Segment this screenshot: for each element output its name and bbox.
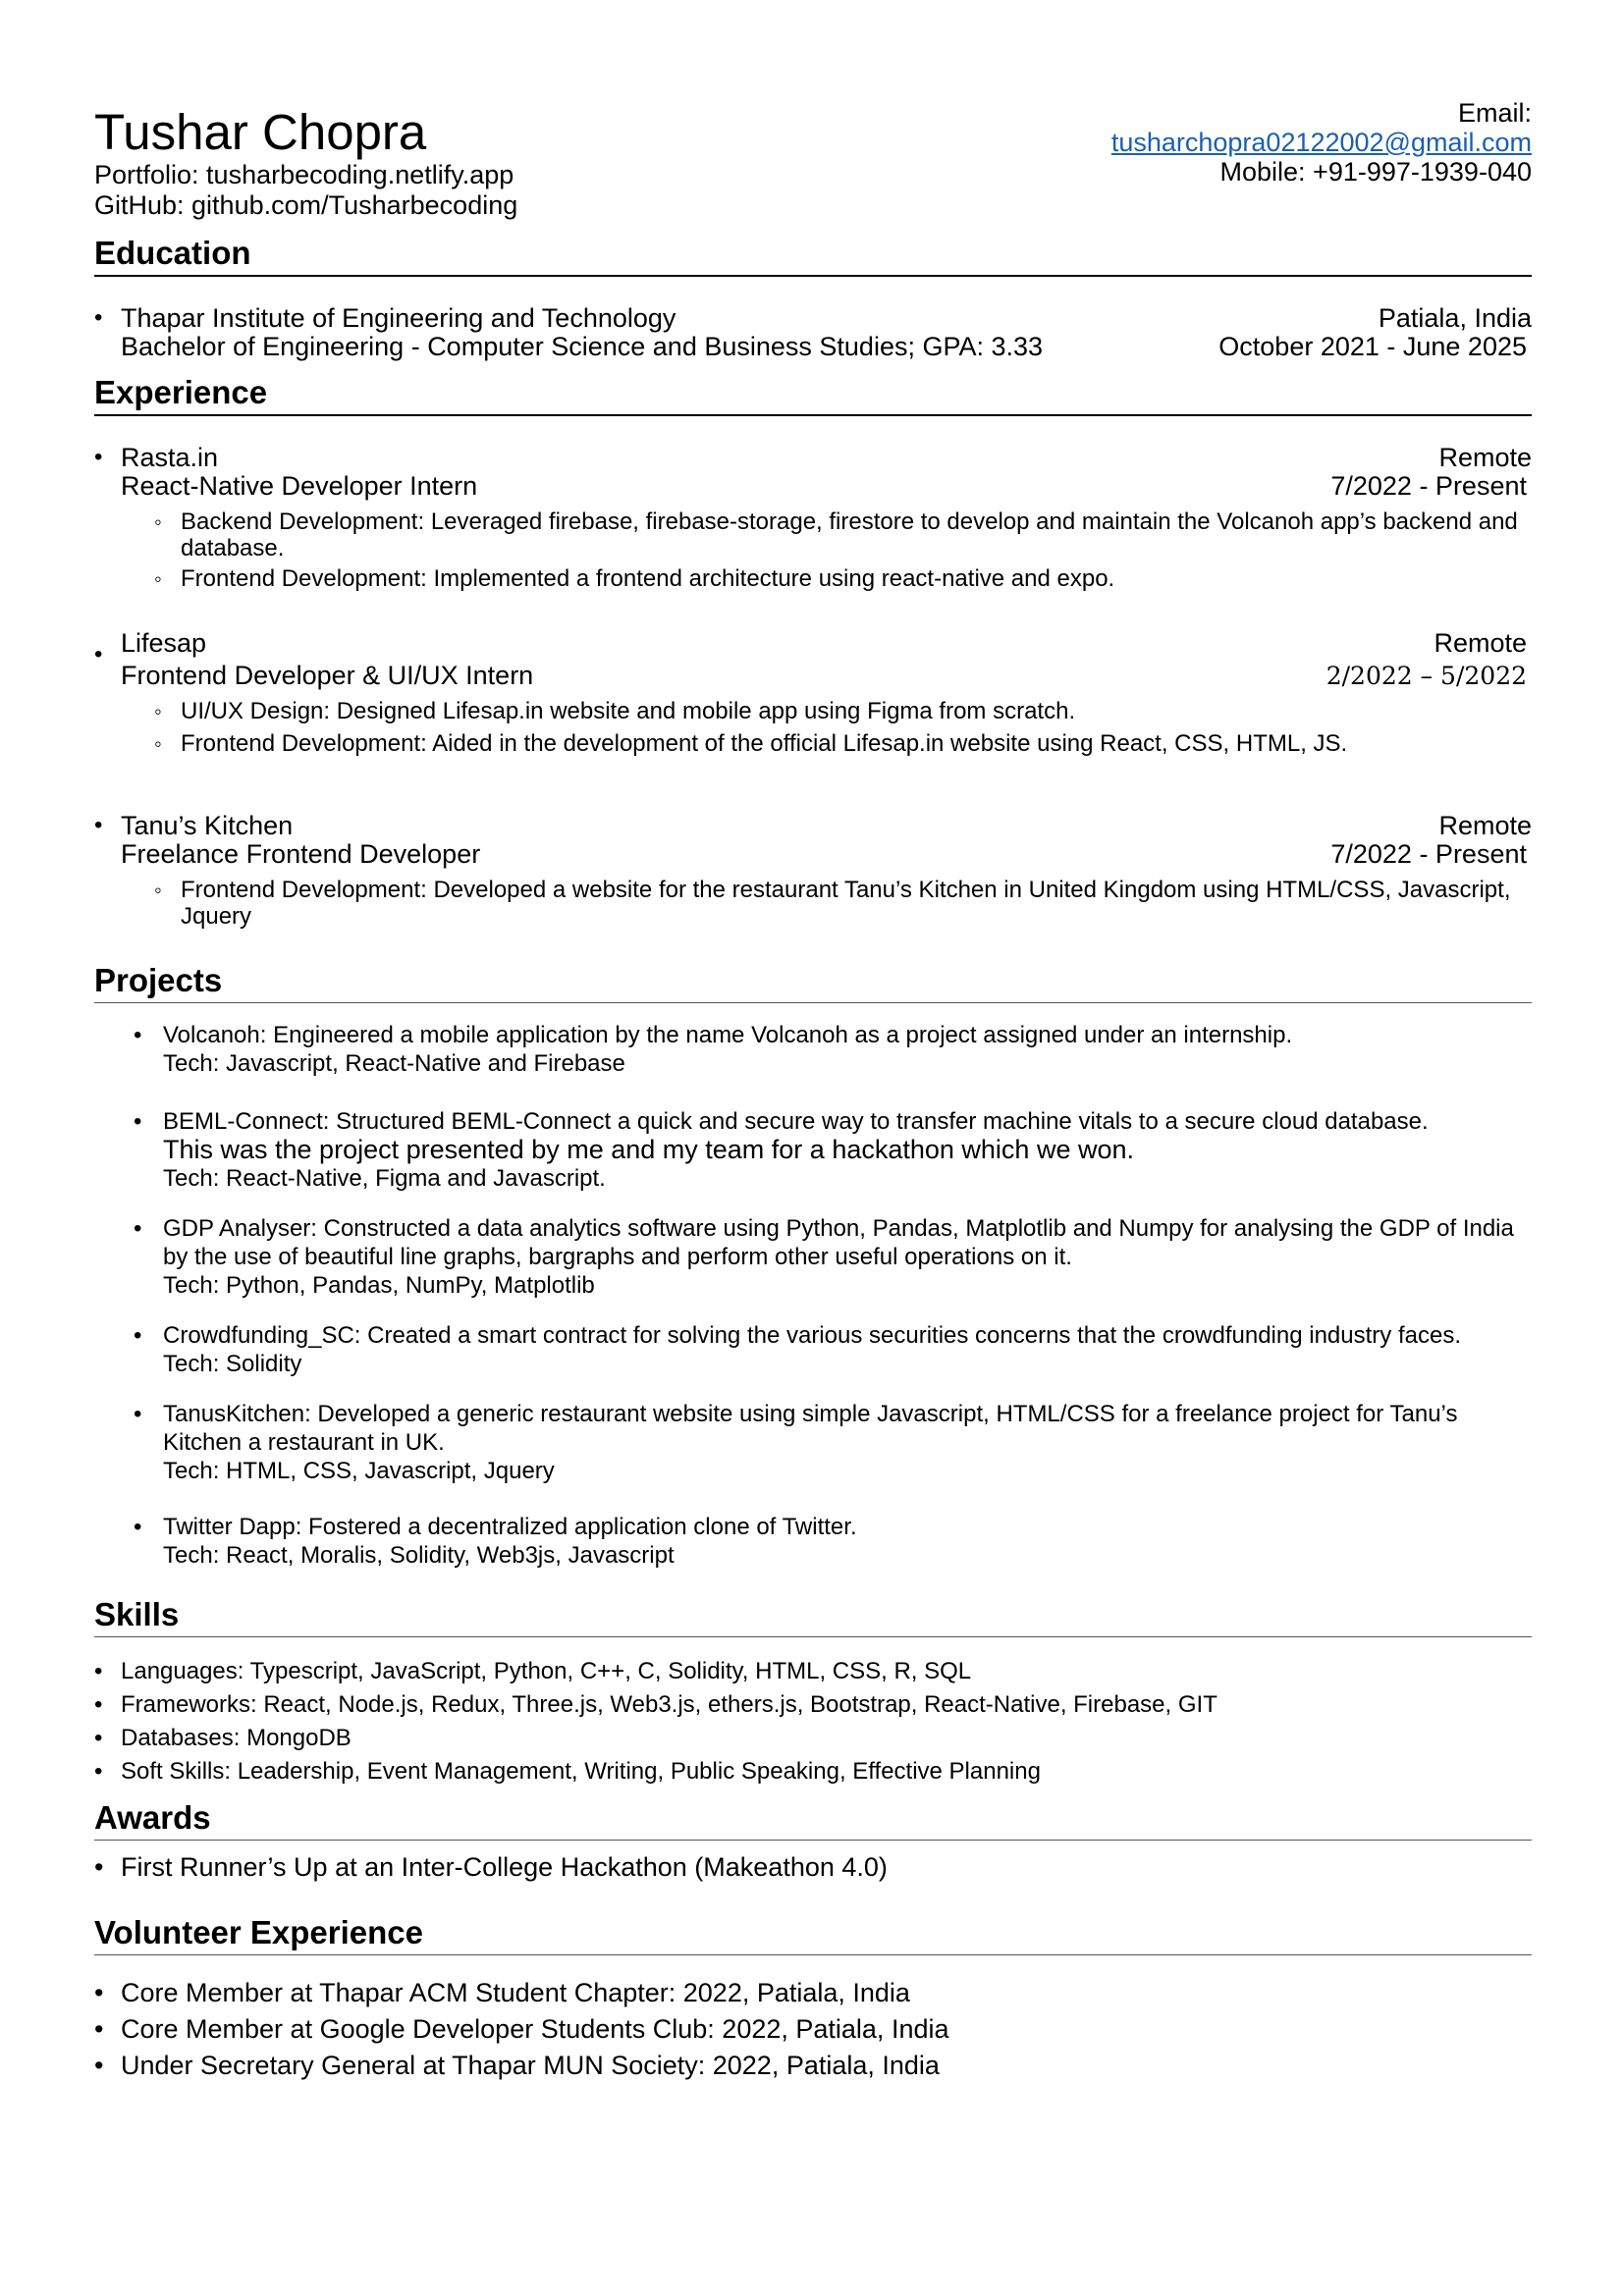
contact-block xyxy=(1111,98,1532,187)
experience-points xyxy=(121,877,1532,930)
education-entry xyxy=(94,304,1532,361)
bullet-icon: • xyxy=(134,1401,142,1427)
volunteer-section xyxy=(94,1913,1532,2084)
project-description: BEML-Connect: Structured BEML-Connect a quick and secure way to transfer machine vitals to a secure cloud database. xyxy=(163,1108,1429,1135)
project-description: Crowdfunding_SC: Created a smart contract for solving the various securities concerns that the crowdfunding industry faces. xyxy=(163,1322,1461,1349)
project-extra: This was the project presented by me and my team for a hackathon which we won. xyxy=(163,1135,1134,1164)
project-description: TanusKitchen: Developed a generic restaurant website using simple Javascript, HTML/CSS for a freelance project for Tanu’s Kitchen a restaurant in UK. xyxy=(163,1401,1458,1456)
list-item xyxy=(94,2048,1532,2084)
volunteer-heading: Volunteer Experience xyxy=(94,1914,424,1950)
education-heading: Education xyxy=(94,235,251,271)
skill-text: Databases: MongoDB xyxy=(121,1725,352,1751)
section-divider xyxy=(94,1636,1532,1637)
education-row-2 xyxy=(121,333,1532,361)
project-description: Volcanoh: Engineered a mobile application by the name Volcanoh as a project assigned under an internship. xyxy=(163,1022,1293,1048)
list-item xyxy=(94,2011,1532,2048)
list-item xyxy=(154,565,1532,592)
award-text: First Runner’s Up at an Inter-College Hackathon (Makeathon 4.0) xyxy=(121,1852,888,1882)
point-text: Backend Development: Leveraged firebase, firebase-storage, firestore to develop and maintain the Volcanoh app’s backend and database. xyxy=(181,508,1518,561)
experience-row-1 xyxy=(121,812,1532,840)
job-role: Freelance Frontend Developer xyxy=(121,839,481,869)
job-dates: 7/2022 - Present xyxy=(1330,471,1527,501)
education-section xyxy=(94,234,1532,361)
bullet-icon: • xyxy=(94,1691,103,1718)
skill-text: Frameworks: React, Node.js, Redux, Three.js, Web3.js, ethers.js, Bootstrap, React-Native, Firebase, GIT xyxy=(121,1691,1217,1718)
project-tech: Tech: React, Moralis, Solidity, Web3js, Javascript xyxy=(163,1542,675,1569)
github-line: GitHub: github.com/Tusharbecoding xyxy=(94,190,518,220)
experience-row-1 xyxy=(121,444,1532,472)
experience-points xyxy=(121,508,1532,592)
sub-bullet-icon: ◦ xyxy=(154,699,162,723)
point-text: Frontend Development: Implemented a frontend architecture using react-native and expo. xyxy=(181,565,1115,592)
sub-bullet-icon: ◦ xyxy=(154,878,162,902)
sub-bullet-icon: ◦ xyxy=(154,509,162,534)
mobile-line: Mobile: +91-997-1939-040 xyxy=(1219,157,1532,187)
section-divider xyxy=(94,1840,1532,1841)
institution-name: Thapar Institute of Engineering and Technology xyxy=(121,303,676,333)
project-item xyxy=(94,1107,1532,1193)
company-location: Remote xyxy=(1434,628,1527,658)
bullet-icon: • xyxy=(134,1322,142,1349)
experience-points xyxy=(121,698,1532,757)
list-item xyxy=(154,508,1532,561)
experience-entry xyxy=(94,444,1532,592)
bullet-icon: • xyxy=(94,304,103,331)
list-item xyxy=(154,698,1532,724)
project-item xyxy=(94,1214,1532,1300)
experience-row-1 xyxy=(121,629,1532,658)
volunteer-list xyxy=(94,1975,1532,2084)
project-tech: Tech: React-Native, Figma and Javascript. xyxy=(163,1165,606,1192)
projects-heading: Projects xyxy=(94,962,223,998)
volunteer-text: Core Member at Thapar ACM Student Chapter: 2022, Patiala, India xyxy=(121,1978,910,2007)
institution-location: Patiala, India xyxy=(1378,303,1532,333)
volunteer-text: Under Secretary General at Thapar MUN Society: 2022, Patiala, India xyxy=(121,2051,940,2080)
project-item xyxy=(94,1400,1532,1485)
project-tech: Tech: HTML, CSS, Javascript, Jquery xyxy=(163,1458,555,1484)
project-tech: Tech: Javascript, React-Native and Firebase xyxy=(163,1050,625,1077)
job-role: Frontend Developer & UI/UX Intern xyxy=(121,661,534,690)
projects-section xyxy=(94,961,1532,1570)
job-dates: 7/2022 - Present xyxy=(1330,839,1527,869)
experience-row-2 xyxy=(121,840,1532,869)
education-row-1 xyxy=(121,304,1532,333)
experience-heading: Experience xyxy=(94,374,268,410)
bullet-icon: • xyxy=(94,2051,104,2080)
project-tech: Tech: Solidity xyxy=(163,1351,302,1377)
skills-list xyxy=(94,1655,1532,1789)
email-link[interactable]: tusharchopra02122002@gmail.com xyxy=(1110,128,1532,157)
list-item xyxy=(94,1722,1532,1755)
project-item xyxy=(94,1021,1532,1078)
company-name: Rasta.in xyxy=(121,443,219,472)
bullet-icon: • xyxy=(94,1978,104,2007)
company-name: Lifesap xyxy=(121,628,207,658)
resume-page xyxy=(94,98,1532,2084)
project-item xyxy=(94,1321,1532,1378)
skill-text: Languages: Typescript, JavaScript, Python, C++, C, Solidity, HTML, CSS, R, SQL xyxy=(121,1658,972,1684)
candidate-name: Tushar Chopra xyxy=(94,104,427,160)
project-item xyxy=(94,1513,1532,1570)
portfolio-line: Portfolio: tusharbecoding.netlify.app xyxy=(94,160,514,189)
list-item xyxy=(94,1850,1532,1884)
bullet-icon: • xyxy=(94,444,103,470)
job-role: React-Native Developer Intern xyxy=(121,471,478,501)
bullet-icon: • xyxy=(94,641,103,667)
sub-bullet-icon: ◦ xyxy=(154,731,162,756)
sub-bullet-icon: ◦ xyxy=(154,566,162,591)
experience-row-2 xyxy=(121,472,1532,501)
section-divider xyxy=(94,414,1532,416)
list-item xyxy=(154,877,1532,930)
degree: Bachelor of Engineering - Computer Science and Business Studies; GPA: 3.33 xyxy=(121,332,1044,361)
skills-section xyxy=(94,1595,1532,1789)
email-label: Email: xyxy=(1457,98,1532,128)
point-text: Frontend Development: Aided in the development of the official Lifesap.in website using React, CSS, HTML, JS. xyxy=(181,730,1348,757)
education-dates: October 2021 - June 2025 xyxy=(1218,332,1527,361)
section-divider xyxy=(94,1954,1532,1955)
project-description: GDP Analyser: Constructed a data analytics software using Python, Pandas, Matplotlib and Numpy for analysing the GDP of India by the use of beautiful line graphs, bargraphs and perform other useful operations on it. xyxy=(163,1215,1514,1270)
bullet-icon: • xyxy=(94,1852,104,1882)
list-item xyxy=(94,1688,1532,1722)
resume-header xyxy=(94,98,1532,226)
awards-list xyxy=(94,1850,1532,1884)
bullet-icon: • xyxy=(134,1215,142,1242)
volunteer-text: Core Member at Google Developer Students Club: 2022, Patiala, India xyxy=(121,2014,949,2044)
experience-row-2 xyxy=(121,662,1532,690)
point-text: UI/UX Design: Designed Lifesap.in website and mobile app using Figma from scratch. xyxy=(181,698,1076,724)
bullet-icon: • xyxy=(134,1514,142,1540)
company-location: Remote xyxy=(1438,811,1532,840)
list-item xyxy=(94,1655,1532,1688)
bullet-icon: • xyxy=(134,1022,142,1048)
awards-heading: Awards xyxy=(94,1799,211,1836)
skills-heading: Skills xyxy=(94,1596,180,1632)
point-text: Frontend Development: Developed a website for the restaurant Tanu’s Kitchen in United Kingdom using HTML/CSS, Javascript, Jquery xyxy=(181,877,1511,930)
project-tech: Tech: Python, Pandas, NumPy, Matplotlib xyxy=(163,1272,595,1299)
project-description: Twitter Dapp: Fostered a decentralized application clone of Twitter. xyxy=(163,1514,857,1540)
company-location: Remote xyxy=(1438,443,1532,472)
bullet-icon: • xyxy=(94,1725,103,1751)
bullet-icon: • xyxy=(94,1758,103,1785)
list-item xyxy=(154,730,1532,757)
job-dates: 2/2022 – 5/2022 xyxy=(1325,662,1527,690)
company-name: Tanu’s Kitchen xyxy=(121,811,294,840)
experience-entry xyxy=(94,812,1532,930)
bullet-icon: • xyxy=(134,1108,142,1135)
awards-section xyxy=(94,1798,1532,1884)
section-divider xyxy=(94,275,1532,277)
experience-section xyxy=(94,373,1532,930)
bullet-icon: • xyxy=(94,1658,103,1684)
bullet-icon: • xyxy=(94,812,103,838)
skill-text: Soft Skills: Leadership, Event Management, Writing, Public Speaking, Effective Planning xyxy=(121,1758,1041,1785)
list-item xyxy=(94,1755,1532,1789)
experience-entry xyxy=(94,629,1532,757)
bullet-icon: • xyxy=(94,2014,104,2044)
list-item xyxy=(94,1975,1532,2011)
section-divider xyxy=(94,1002,1532,1003)
